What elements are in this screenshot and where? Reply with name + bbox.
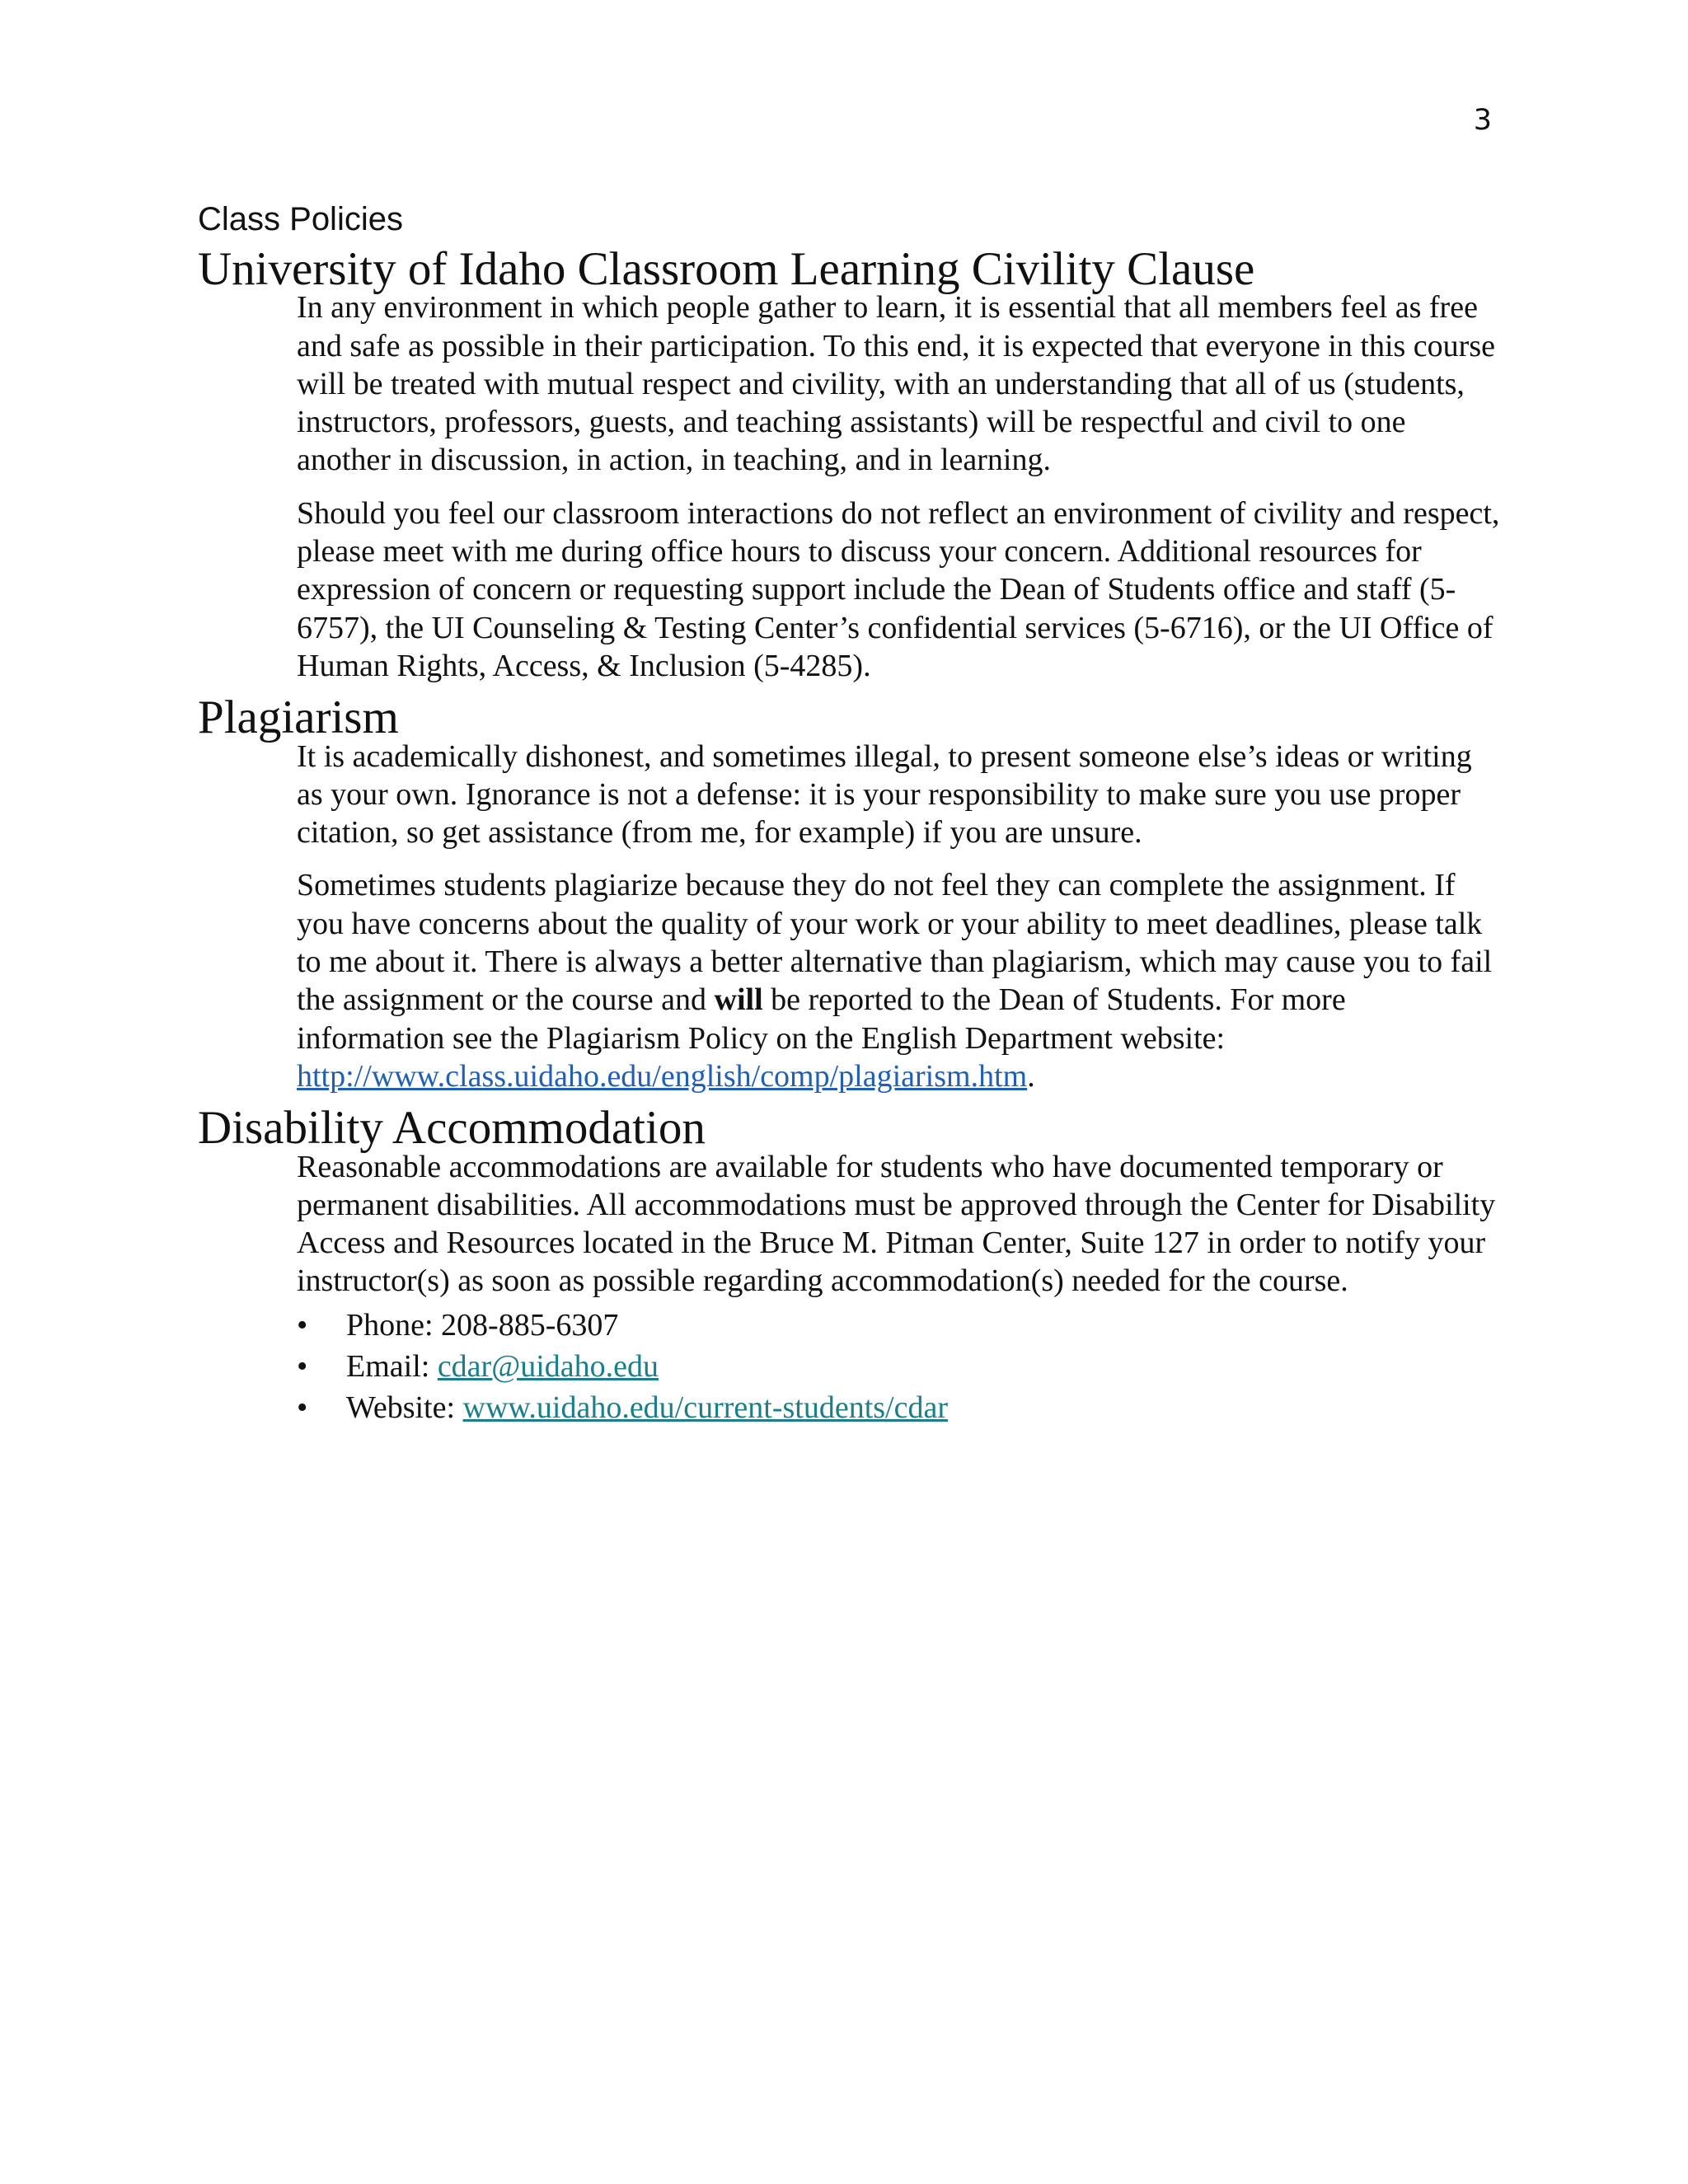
plagiarism-policy-link[interactable]: http://www.class.uidaho.edu/english/comp/plagiarism.htm bbox=[297, 1058, 1028, 1094]
disability-section bbox=[198, 1102, 1500, 1427]
website-label: Website: bbox=[346, 1390, 463, 1425]
contact-item-email bbox=[297, 1346, 1500, 1387]
website-link[interactable]: www.uidaho.edu/current-students/cdar bbox=[462, 1390, 948, 1425]
civility-body bbox=[297, 288, 1500, 685]
civility-paragraph-1: In any environment in which people gather to learn, it is essential that all members feel as free and safe as possible in their participation. To this end, it is expected that everyone in this course will be treated with mutual respect and civility, with an understanding that all of us (students, instructors, professors, guests, and teaching assistants) will be respectful and civil to one another in discussion, in action, in teaching, and in learning. bbox=[297, 290, 1495, 478]
contact-item-phone bbox=[297, 1305, 1500, 1346]
page-number: 3 bbox=[1473, 104, 1492, 137]
plagiarism-text-end: . bbox=[1027, 1058, 1035, 1094]
email-label: Email: bbox=[346, 1348, 438, 1384]
plagiarism-paragraph-1: It is academically dishonest, and sometimes illegal, to present someone else’s ideas or writing as your own. Ignorance is not a defense: it is your responsibility to make sure you use proper citation, so get assistance (from me, for example) if you are unsure. bbox=[297, 738, 1472, 851]
email-link[interactable]: cdar@uidaho.edu bbox=[437, 1348, 659, 1384]
plagiarism-text-before-bold: Sometimes students plagiarize because they do not feel they can complete the assignment. If you have concerns about the quality of your work or your ability to meet deadlines, please talk to me about it. There is always a better alternative than plagiarism, which may cause you to fail the assignment or the course and bbox=[297, 868, 1493, 1018]
plagiarism-bold-will: will bbox=[714, 982, 763, 1018]
plagiarism-heading: Plagiarism bbox=[198, 691, 399, 744]
disability-body bbox=[297, 1148, 1500, 1428]
civility-heading: University of Idaho Classroom Learning Civility Clause bbox=[198, 243, 1255, 295]
page-title: Class Policies bbox=[198, 201, 403, 237]
plagiarism-text-after-bold: be reported to the Dean of Students. For more information see the Plagiarism Policy on the English Department website: bbox=[297, 982, 1346, 1056]
contact-list bbox=[297, 1305, 1500, 1428]
plagiarism-section bbox=[198, 691, 1500, 1095]
contact-item-website bbox=[297, 1387, 1500, 1428]
civility-paragraph-2: Should you feel our classroom interactions do not reflect an environment of civility and respect, please meet with me during office hours to discuss your concern. Additional resources for expression of concern or requesting support include the Dean of Students office and staff (5-6757), the UI Counseling & Testing Center’s confidential services (5-6716), or the UI Office of Human Rights, Access, & Inclusion (5-4285). bbox=[297, 495, 1500, 683]
bullet-icon: • bbox=[297, 1348, 308, 1384]
document-body bbox=[198, 243, 1500, 1428]
plagiarism-body bbox=[297, 738, 1500, 1096]
bullet-icon: • bbox=[297, 1390, 308, 1425]
disability-heading: Disability Accommodation bbox=[198, 1102, 706, 1155]
plagiarism-paragraph-2 bbox=[297, 866, 1500, 1095]
civility-section bbox=[198, 243, 1500, 685]
bullet-icon: • bbox=[297, 1307, 308, 1343]
disability-paragraph: Reasonable accommodations are available for students who have documented temporary or permanent disabilities. All accommodations must be approved through the Center for Disability Access and Resources located in the Bruce M. Pitman Center, Suite 127 in order to notify your instructor(s) as soon as possible regarding accommodation(s) needed for the course. bbox=[297, 1149, 1496, 1299]
phone-text: Phone: 208-885-6307 bbox=[346, 1307, 619, 1343]
